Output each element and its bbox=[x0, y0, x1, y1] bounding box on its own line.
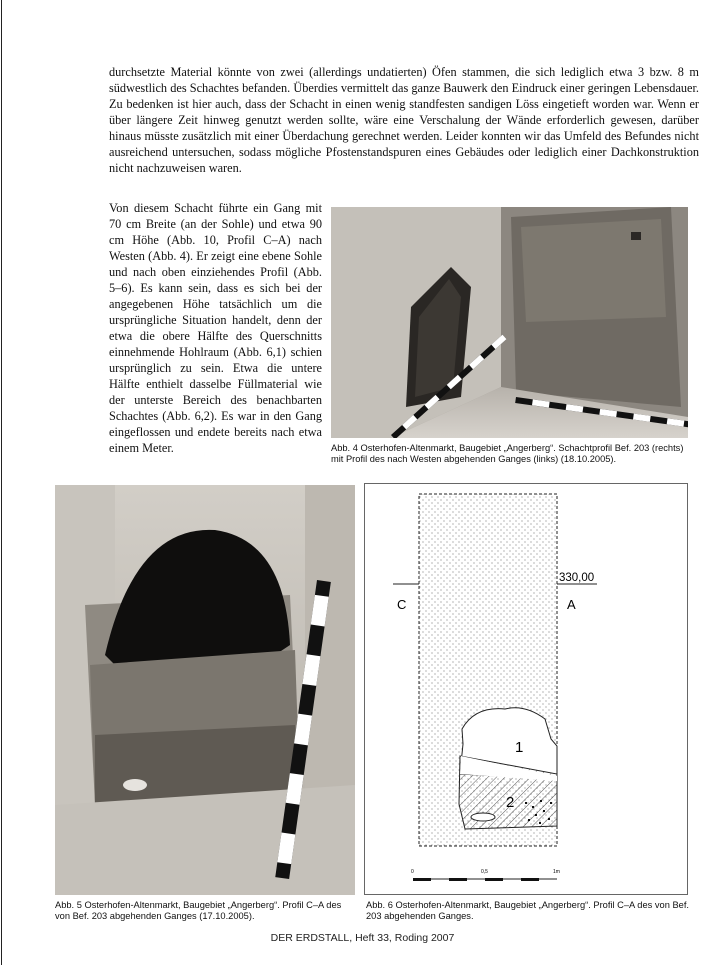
abb4-caption: Abb. 4 Osterhofen-Altenmarkt, Baugebiet „Angerberg“. Schachtprofil Bef. 203 (rechts) mit Profil des nach Westen abgehenden Ganges (links) (18.10.2005). bbox=[331, 443, 684, 465]
abb5-photo bbox=[55, 485, 355, 895]
zone-2-label: 2 bbox=[506, 794, 515, 811]
zone-1-label: 1 bbox=[515, 739, 524, 756]
page-edge-rule bbox=[1, 0, 2, 965]
scale-label-half: 0,5 bbox=[481, 869, 488, 875]
profile-label-a: A bbox=[567, 597, 576, 612]
profile-label-c: C bbox=[397, 597, 407, 612]
side-paragraph: Von diesem Schacht führte ein Gang mit 70 cm Breite (an der Sohle) und etwa 90 cm Höhe (Abb. 10, Profil C–A) nach Westen (Abb. 4). Er zeigt eine ebene Sohle und nach oben einziehendes Profil (Abb. 5–6). Es kann sein, dass es sich bei der angegebenen Höhe tatsächlich um die ursprüngliche Situation handelt, denn der etwa die obere Hälfte des Querschnitts einnehmende Hohlraum (Abb. 6,1) schien ursprünglich zu sein. Etwa die untere Hälfte enthielt dasselbe Füllmaterial wie der unterste Bereich des benachbarten Schachtes (Abb. 6,2). Es war in den Gang eingeflossen und endete bereits nach etwa einem Meter. bbox=[109, 201, 322, 455]
abb6-caption: Abb. 6 Osterhofen-Altenmarkt, Baugebiet „Angerberg“. Profil C–A des von Bef. 203 abgehenden Ganges. bbox=[366, 900, 689, 922]
page-footer: DER ERDSTALL, Heft 33, Roding 2007 bbox=[270, 932, 455, 944]
intro-paragraph: durchsetzte Material könnte von zwei (allerdings undatierten) Öfen stammen, die sich lediglich etwa 3 bzw. 8 m südwestlich des Schachtes befanden. Überdies vermittelt das ganze Bauwerk den Eindruck einer geringen Lebensdauer. Zu bedenken ist hier auch, dass der Schacht in einen wenig standfesten sandigen Löss eingetieft worden war. Wenn er über längere Zeit hinweg genutzt werden sollte, wäre eine Verschalung der Wände erforderlich gewesen, darüber hinaus müsste zusätzlich mit einer Überdachung gerechnet werden. Leider konnten wir das Umfeld des Befundes nicht ausreichend untersuchen, sodass mögliche Pfostenstandspuren eines Gebäudes oder lediglich einer Dachkonstruktion nicht nachzuweisen waren. bbox=[109, 65, 699, 175]
abb5-caption: Abb. 5 Osterhofen-Altenmarkt, Baugebiet „Angerberg“. Profil C–A des von Bef. 203 abgehenden Ganges (17.10.2005). bbox=[55, 900, 342, 922]
elevation-label: 330,00 bbox=[559, 572, 595, 584]
abb4-photo bbox=[331, 207, 688, 438]
scale-label-0: 0 bbox=[411, 869, 414, 875]
abb6-drawing bbox=[364, 483, 688, 895]
scale-label-1m: 1m bbox=[553, 869, 560, 875]
